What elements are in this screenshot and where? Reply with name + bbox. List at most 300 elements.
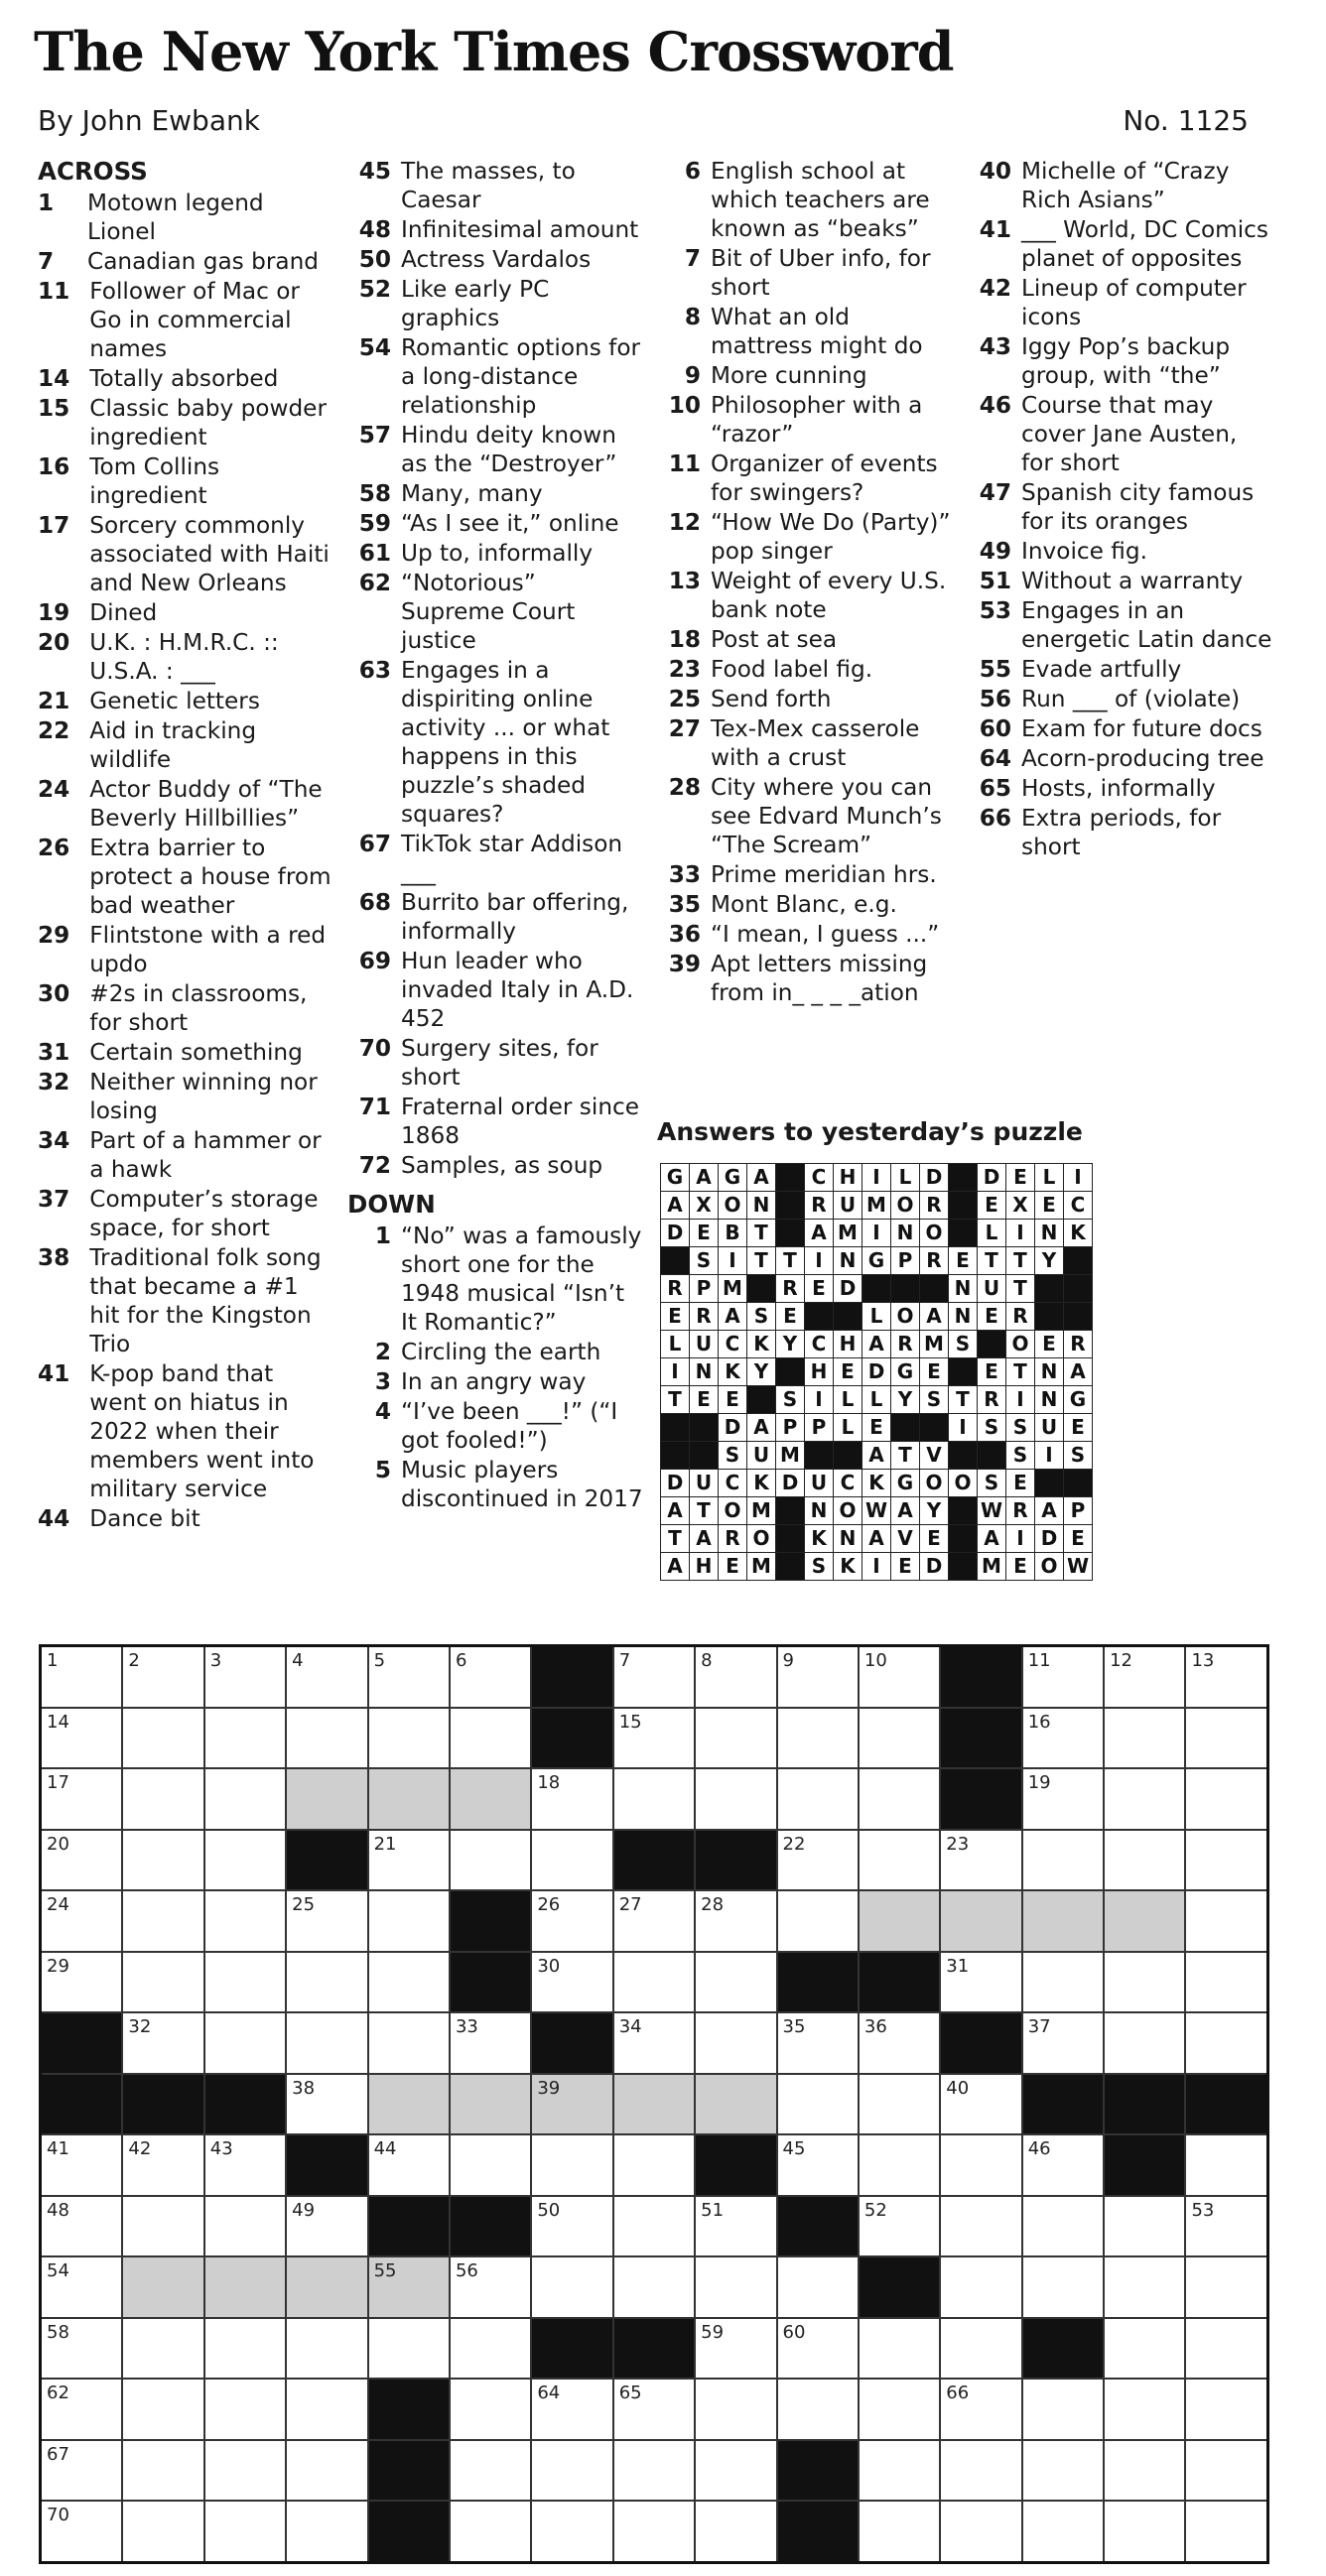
grid-square[interactable]	[1185, 1768, 1267, 1830]
grid-square[interactable]	[777, 2318, 859, 2380]
shaded-square[interactable]	[1104, 1890, 1185, 1952]
answer-letter: R	[805, 1192, 834, 1220]
answer-letter: X	[690, 1192, 719, 1220]
square-number: 3	[209, 1650, 222, 1671]
grid-square[interactable]	[613, 1768, 695, 1830]
clue-text: More cunning	[711, 362, 867, 389]
grid-square[interactable]	[204, 2440, 286, 2502]
down-clue	[968, 537, 1275, 566]
answer-letter: D	[862, 1358, 891, 1386]
clue-text: Dined	[89, 599, 158, 626]
shaded-square[interactable]	[450, 2074, 531, 2135]
grid-square[interactable]	[613, 1890, 695, 1952]
answer-black-square	[776, 1553, 805, 1581]
grid-square[interactable]	[450, 2318, 531, 2380]
shaded-square[interactable]	[613, 2074, 695, 2135]
grid-square[interactable]	[859, 1830, 940, 1891]
grid-square[interactable]	[695, 1708, 776, 1769]
black-square	[368, 2196, 450, 2257]
square-number: 22	[782, 1833, 806, 1855]
grid-square[interactable]	[41, 1646, 123, 1708]
square-number: 60	[782, 2321, 806, 2343]
grid-square[interactable]	[204, 2196, 286, 2257]
grid-square[interactable]	[122, 1708, 203, 1769]
grid-square[interactable]	[613, 2379, 695, 2440]
grid-square[interactable]	[859, 1768, 940, 1830]
grid-square[interactable]	[1022, 1708, 1104, 1769]
grid-square[interactable]	[204, 2501, 286, 2562]
answer-letter: T	[747, 1220, 776, 1247]
grid-square[interactable]	[1185, 2379, 1267, 2440]
grid-square[interactable]	[1022, 2379, 1104, 2440]
across-clue	[38, 247, 332, 276]
grid-square[interactable]	[695, 1890, 776, 1952]
grid-square[interactable]	[1104, 2012, 1185, 2074]
grid-square[interactable]	[613, 2134, 695, 2196]
grid-square[interactable]	[1185, 2012, 1267, 2074]
answer-black-square	[1064, 1303, 1093, 1331]
answer-black-square	[776, 1525, 805, 1553]
square-number: 62	[47, 2383, 69, 2403]
across-clue	[38, 687, 332, 715]
grid-square[interactable]	[531, 2256, 612, 2318]
grid-square[interactable]	[1185, 1952, 1267, 2013]
grid-square[interactable]	[204, 1708, 286, 1769]
answer-letter: A	[690, 1525, 719, 1553]
grid-square[interactable]	[204, 2134, 286, 2196]
answer-letter: M	[862, 1192, 891, 1220]
clue-number: 26	[38, 835, 70, 861]
grid-square[interactable]	[286, 1708, 367, 1769]
grid-square[interactable]	[695, 2256, 776, 2318]
clue-number: 49	[979, 538, 1011, 565]
grid-square[interactable]	[859, 1646, 940, 1708]
answer-letter: R	[920, 1192, 949, 1220]
grid-square[interactable]	[777, 2256, 859, 2318]
grid-square[interactable]	[368, 2012, 450, 2074]
grid-square[interactable]	[450, 1708, 531, 1769]
grid-square[interactable]	[777, 1890, 859, 1952]
square-number: 5	[373, 1650, 386, 1671]
grid-square[interactable]	[368, 1646, 450, 1708]
grid-square[interactable]	[695, 2379, 776, 2440]
answer-letter: E	[978, 1358, 1006, 1386]
grid-square[interactable]	[450, 2134, 531, 2196]
grid-square[interactable]	[122, 2501, 203, 2562]
crossword-grid[interactable]	[39, 1644, 1269, 2564]
shaded-square[interactable]	[368, 2074, 450, 2135]
clue-text: Canadian gas brand	[87, 248, 319, 275]
grid-square[interactable]	[531, 2501, 612, 2562]
clue-number: 11	[668, 451, 701, 477]
clue-number: 37	[38, 1186, 70, 1213]
shaded-square[interactable]	[286, 1768, 367, 1830]
grid-square[interactable]	[122, 1952, 203, 2013]
grid-square[interactable]	[1104, 1646, 1185, 1708]
grid-square[interactable]	[859, 2318, 940, 2380]
grid-square[interactable]	[777, 2074, 859, 2135]
grid-square[interactable]	[695, 2012, 776, 2074]
grid-square[interactable]	[122, 2196, 203, 2257]
grid-square[interactable]	[1022, 1646, 1104, 1708]
grid-square[interactable]	[1022, 2134, 1104, 2196]
grid-square[interactable]	[1104, 2379, 1185, 2440]
grid-square[interactable]	[859, 2501, 940, 2562]
grid-square[interactable]	[531, 1952, 612, 2013]
grid-square[interactable]	[1185, 2196, 1267, 2257]
grid-row	[41, 2501, 1268, 2562]
grid-square[interactable]	[286, 2196, 367, 2257]
clue-text: Philosopher with a “razor”	[711, 392, 923, 448]
answer-black-square	[690, 1442, 719, 1470]
answer-black-square	[776, 1358, 805, 1386]
grid-square[interactable]	[286, 1890, 367, 1952]
grid-square[interactable]	[368, 2318, 450, 2380]
grid-square[interactable]	[859, 2074, 940, 2135]
answer-letter: S	[949, 1331, 978, 1358]
black-square	[940, 1768, 1021, 1830]
grid-square[interactable]	[450, 2256, 531, 2318]
grid-square[interactable]	[368, 1708, 450, 1769]
answer-letter: I	[862, 1164, 891, 1192]
answers-row	[661, 1358, 1093, 1386]
grid-square[interactable]	[1022, 2256, 1104, 2318]
down-clue	[968, 596, 1275, 654]
answer-letter: V	[920, 1442, 949, 1470]
answer-black-square	[661, 1442, 690, 1470]
grid-square[interactable]	[286, 1646, 367, 1708]
grid-square[interactable]	[286, 2318, 367, 2380]
grid-square[interactable]	[1022, 1768, 1104, 1830]
grid-square[interactable]	[531, 1768, 612, 1830]
grid-square[interactable]	[204, 1768, 286, 1830]
answer-letter: N	[690, 1358, 719, 1386]
down-clue	[657, 391, 955, 449]
grid-square[interactable]	[450, 2440, 531, 2502]
clue-text: TikTok star Addison ___	[401, 831, 623, 886]
grid-square[interactable]	[1104, 2318, 1185, 2380]
clue-number: 33	[668, 861, 701, 888]
grid-square[interactable]	[122, 1830, 203, 1891]
grid-square[interactable]	[777, 2379, 859, 2440]
clue-number: 67	[358, 831, 391, 857]
grid-square[interactable]	[695, 1952, 776, 2013]
answer-letter: A	[719, 1303, 747, 1331]
grid-square[interactable]	[1185, 1646, 1267, 1708]
grid-square[interactable]	[204, 1830, 286, 1891]
grid-square[interactable]	[531, 2134, 612, 2196]
clue-text: Classic baby powder ingredient	[89, 395, 327, 451]
grid-square[interactable]	[41, 2440, 123, 2502]
grid-square[interactable]	[940, 2318, 1021, 2380]
grid-square[interactable]	[695, 2318, 776, 2380]
grid-square[interactable]	[777, 1708, 859, 1769]
grid-square[interactable]	[695, 2501, 776, 2562]
grid-square[interactable]	[1022, 2501, 1104, 2562]
shaded-square[interactable]	[286, 2256, 367, 2318]
clue-text: #2s in classrooms, for short	[89, 980, 308, 1036]
grid-square[interactable]	[531, 2440, 612, 2502]
grid-square[interactable]	[613, 2256, 695, 2318]
answer-letter: O	[949, 1470, 978, 1497]
grid-square[interactable]	[41, 1768, 123, 1830]
grid-square[interactable]	[859, 2134, 940, 2196]
grid-square[interactable]	[859, 1708, 940, 1769]
clue-text: Lineup of computer icons	[1021, 275, 1247, 330]
grid-square[interactable]	[940, 2134, 1021, 2196]
grid-square[interactable]	[531, 1890, 612, 1952]
shaded-square[interactable]	[368, 1768, 450, 1830]
grid-square[interactable]	[940, 2256, 1021, 2318]
answer-letter: K	[805, 1525, 834, 1553]
grid-square[interactable]	[41, 2134, 123, 2196]
answer-letter: S	[978, 1470, 1006, 1497]
grid-square[interactable]	[450, 2012, 531, 2074]
grid-square[interactable]	[286, 2074, 367, 2135]
grid-square[interactable]	[122, 2440, 203, 2502]
answer-letter: U	[690, 1331, 719, 1358]
grid-square[interactable]	[122, 1646, 203, 1708]
grid-square[interactable]	[695, 2440, 776, 2502]
answer-letter: L	[834, 1386, 862, 1414]
grid-square[interactable]	[450, 2501, 531, 2562]
grid-square[interactable]	[777, 1646, 859, 1708]
clue-number: 13	[668, 568, 701, 594]
clue-text: In an angry way	[401, 1368, 587, 1395]
shaded-square[interactable]	[450, 1768, 531, 1830]
grid-square[interactable]	[613, 2501, 695, 2562]
grid-square[interactable]	[1022, 2196, 1104, 2257]
across-clue	[38, 511, 332, 597]
shaded-square[interactable]	[940, 1890, 1021, 1952]
grid-square[interactable]	[531, 2379, 612, 2440]
grid-square[interactable]	[613, 2440, 695, 2502]
shaded-square[interactable]	[204, 2256, 286, 2318]
answer-letter: T	[891, 1442, 920, 1470]
grid-square[interactable]	[1185, 1708, 1267, 1769]
black-square	[122, 2074, 203, 2135]
grid-square[interactable]	[1185, 2501, 1267, 2562]
clue-text: Traditional folk song that became a #1 hit for the Kingston Trio	[89, 1244, 322, 1357]
grid-square[interactable]	[204, 2318, 286, 2380]
answers-row	[661, 1497, 1093, 1525]
grid-square[interactable]	[41, 1708, 123, 1769]
grid-square[interactable]	[450, 2379, 531, 2440]
grid-square[interactable]	[613, 1646, 695, 1708]
clue-text: Prime meridian hrs.	[711, 861, 937, 888]
clue-text: Tex-Mex casserole with a crust	[711, 715, 920, 771]
answer-letter: H	[805, 1358, 834, 1386]
clue-text: Dance bit	[89, 1505, 200, 1532]
shaded-square[interactable]	[368, 2256, 450, 2318]
grid-square[interactable]	[41, 2196, 123, 2257]
answer-letter: T	[978, 1247, 1006, 1275]
grid-square[interactable]	[531, 2196, 612, 2257]
grid-square[interactable]	[940, 2501, 1021, 2562]
grid-square[interactable]	[1104, 2501, 1185, 2562]
answer-letter: T	[1006, 1358, 1035, 1386]
across-clue	[347, 275, 645, 332]
grid-square[interactable]	[41, 2379, 123, 2440]
clue-number: 31	[38, 1039, 70, 1066]
shaded-square[interactable]	[122, 2256, 203, 2318]
grid-square[interactable]	[777, 2134, 859, 2196]
grid-square[interactable]	[122, 1768, 203, 1830]
grid-square[interactable]	[1185, 1890, 1267, 1952]
answer-letter: A	[920, 1303, 949, 1331]
grid-row	[41, 1952, 1268, 2013]
clue-text: Weight of every U.S. bank note	[711, 568, 947, 623]
grid-square[interactable]	[41, 2501, 123, 2562]
answer-letter: T	[747, 1247, 776, 1275]
grid-square[interactable]	[450, 1830, 531, 1891]
grid-square[interactable]	[1022, 2012, 1104, 2074]
grid-square[interactable]	[613, 2196, 695, 2257]
grid-square[interactable]	[204, 2012, 286, 2074]
grid-square[interactable]	[695, 2196, 776, 2257]
square-number: 21	[373, 1833, 397, 1855]
grid-square[interactable]	[1185, 2318, 1267, 2380]
answer-letter: C	[719, 1470, 747, 1497]
grid-square[interactable]	[859, 2012, 940, 2074]
grid-square[interactable]	[450, 1646, 531, 1708]
square-number: 53	[1191, 2199, 1215, 2221]
grid-square[interactable]	[1185, 1830, 1267, 1891]
grid-square[interactable]	[695, 1646, 776, 1708]
grid-square[interactable]	[1104, 1768, 1185, 1830]
answer-black-square	[1064, 1247, 1093, 1275]
answer-letter: S	[1006, 1414, 1035, 1442]
grid-square[interactable]	[41, 1890, 123, 1952]
grid-square[interactable]	[531, 1830, 612, 1891]
down-clue	[657, 890, 955, 919]
clue-number: 68	[358, 889, 391, 916]
grid-square[interactable]	[368, 1830, 450, 1891]
grid-square[interactable]	[41, 2318, 123, 2380]
grid-square[interactable]	[368, 1952, 450, 2013]
answer-letter: N	[949, 1275, 978, 1303]
grid-square[interactable]	[122, 1890, 203, 1952]
grid-square[interactable]	[777, 2012, 859, 2074]
grid-square[interactable]	[613, 1952, 695, 2013]
grid-square[interactable]	[286, 2012, 367, 2074]
grid-square[interactable]	[204, 1952, 286, 2013]
square-number: 38	[292, 2077, 316, 2099]
grid-square[interactable]	[368, 2134, 450, 2196]
clue-text: Apt letters missing from in_ _ _ _ation	[711, 951, 928, 1006]
grid-square[interactable]	[286, 2440, 367, 2502]
grid-square[interactable]	[940, 2379, 1021, 2440]
grid-square[interactable]	[1185, 2256, 1267, 2318]
grid-square[interactable]	[286, 1952, 367, 2013]
clue-number: 41	[38, 1360, 70, 1387]
grid-square[interactable]	[1104, 2440, 1185, 2502]
grid-square[interactable]	[1104, 2196, 1185, 2257]
down-clue	[968, 714, 1275, 743]
grid-square[interactable]	[122, 2379, 203, 2440]
grid-square[interactable]	[695, 1768, 776, 1830]
grid-square[interactable]	[41, 1830, 123, 1891]
grid-square[interactable]	[940, 2196, 1021, 2257]
square-number: 64	[537, 2383, 561, 2403]
grid-square[interactable]	[1104, 1708, 1185, 1769]
answer-letter: N	[949, 1303, 978, 1331]
grid-square[interactable]	[204, 2379, 286, 2440]
grid-square[interactable]	[940, 1830, 1021, 1891]
grid-square[interactable]	[940, 1952, 1021, 2013]
grid-square[interactable]	[1104, 1830, 1185, 1891]
grid-square[interactable]	[1185, 2440, 1267, 2502]
grid-square[interactable]	[1022, 1830, 1104, 1891]
clue-number: 71	[358, 1094, 391, 1120]
answer-black-square	[920, 1275, 949, 1303]
grid-square[interactable]	[1185, 2134, 1267, 2196]
grid-square[interactable]	[859, 2440, 940, 2502]
grid-square[interactable]	[777, 1768, 859, 1830]
clue-text: Food label fig.	[711, 656, 873, 683]
grid-square[interactable]	[122, 2318, 203, 2380]
clue-text: Run ___ of (violate)	[1021, 686, 1241, 712]
shaded-square[interactable]	[695, 2074, 776, 2135]
answer-letter: N	[834, 1247, 862, 1275]
grid-square[interactable]	[1022, 2440, 1104, 2502]
grid-square[interactable]	[41, 1952, 123, 2013]
clue-text: Genetic letters	[89, 688, 260, 714]
shaded-square[interactable]	[859, 1890, 940, 1952]
grid-square[interactable]	[940, 2440, 1021, 2502]
square-number: 33	[455, 2016, 478, 2037]
grid-square[interactable]	[204, 1890, 286, 1952]
grid-square[interactable]	[859, 2379, 940, 2440]
grid-square[interactable]	[1022, 1952, 1104, 2013]
answer-letter: B	[719, 1220, 747, 1247]
grid-square[interactable]	[368, 1890, 450, 1952]
grid-square[interactable]	[1104, 2256, 1185, 2318]
grid-row	[41, 2074, 1268, 2135]
answer-letter: E	[978, 1192, 1006, 1220]
shaded-square[interactable]	[531, 2074, 612, 2135]
answer-letter: O	[891, 1192, 920, 1220]
grid-square[interactable]	[613, 1708, 695, 1769]
down-clue	[657, 450, 955, 507]
grid-square[interactable]	[613, 2012, 695, 2074]
answer-letter: D	[661, 1220, 690, 1247]
grid-square[interactable]	[41, 2256, 123, 2318]
down-clue	[968, 655, 1275, 684]
grid-square[interactable]	[122, 2012, 203, 2074]
grid-square[interactable]	[286, 2501, 367, 2562]
grid-square[interactable]	[1104, 1952, 1185, 2013]
square-number: 11	[1027, 1650, 1051, 1671]
answer-letter: R	[719, 1525, 747, 1553]
shaded-square[interactable]	[1022, 1890, 1104, 1952]
clue-number: 35	[668, 891, 701, 918]
answer-letter: K	[719, 1358, 747, 1386]
clue-number: 12	[668, 509, 701, 536]
grid-square[interactable]	[204, 1646, 286, 1708]
clue-number: 47	[979, 479, 1011, 506]
down-clue	[347, 1338, 645, 1366]
black-square	[940, 1646, 1021, 1708]
grid-square[interactable]	[859, 2196, 940, 2257]
clue-number: 9	[684, 362, 701, 389]
grid-square[interactable]	[940, 2074, 1021, 2135]
across-clue	[347, 245, 645, 274]
grid-square[interactable]	[122, 2134, 203, 2196]
grid-square[interactable]	[286, 2379, 367, 2440]
grid-square[interactable]	[777, 1830, 859, 1891]
clue-text: Extra barrier to protect a house from bad weather	[89, 835, 332, 919]
